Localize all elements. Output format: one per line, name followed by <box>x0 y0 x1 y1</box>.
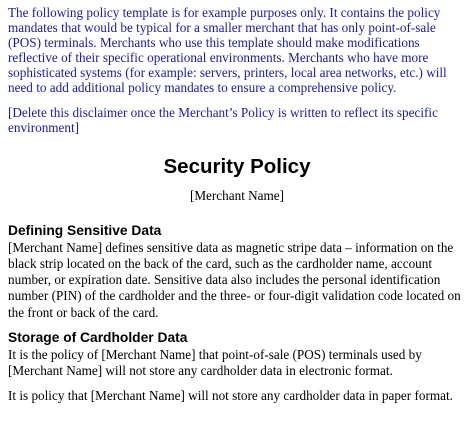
section-heading-storage-of-cardholder-data: Storage of Cardholder Data <box>8 329 188 345</box>
document-title: Security Policy <box>163 154 311 178</box>
section-paragraph: It is policy that [Merchant Name] will not store any cardholder data in paper format. <box>8 388 453 404</box>
section-paragraph: It is the policy of [Merchant Name] that point-of-sale (POS) terminals used by [Merchant Name] will not store any cardholder data in electronic format. <box>8 346 422 378</box>
merchant-name-placeholder: [Merchant Name] <box>189 187 285 203</box>
section-heading-defining-sensitive-data: Defining Sensitive Data <box>8 222 162 238</box>
disclaimer-paragraph: The following policy template is for example purposes only. It contains the policy mandates that would be typical for a smaller merchant that has only point-of-sale (POS) terminals. Merchants who use this template should make modifications reflective of their specific operational environments. Merchants who have more sophisticated systems (for example: servers, printers, local area networks, etc.) will need to add additional policy mandates to ensure a comprehensive policy. <box>8 5 447 96</box>
section-paragraph: [Merchant Name] defines sensitive data as magnetic stripe data – information on the black strip located on the back of the card, such as the cardholder name, account number, or expiration date. Sensitive data also includes the personal identification number (PIN) of the cardholder and the three- or four-digit validation code located on the front or back of the card. <box>8 239 461 320</box>
disclaimer-delete-note: [Delete this disclaimer once the Merchant’s Policy is written to reflect its specific environment] <box>8 104 438 135</box>
